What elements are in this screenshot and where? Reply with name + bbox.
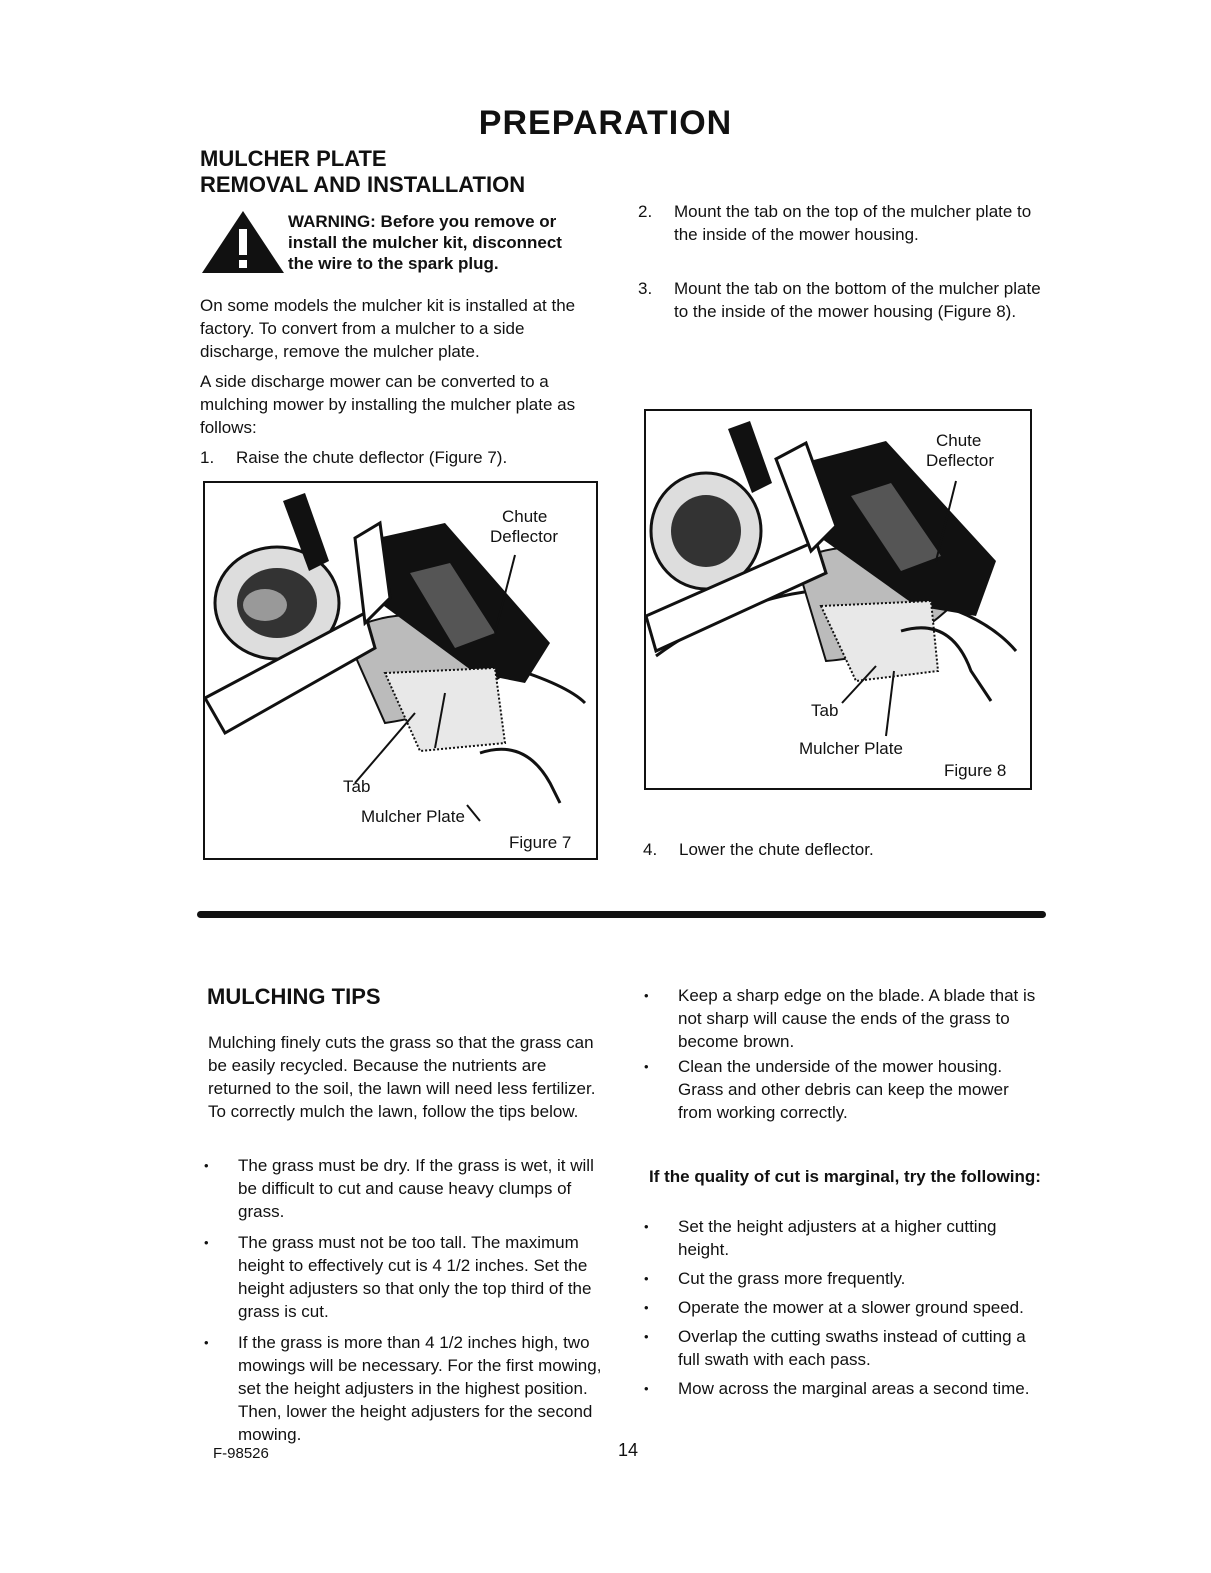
figure-7-chute-label [490, 507, 558, 547]
marginal-heading: If the quality of cut is marginal, try the following: [649, 1167, 1041, 1186]
tip-text: Overlap the cutting swaths instead of cutting a full swath with each pass. [678, 1327, 1026, 1369]
tip-text: Operate the mower at a slower ground speed. [678, 1298, 1024, 1317]
figure-7-mulcher-plate-label: Mulcher Plate [361, 807, 465, 826]
step-number: 4. [643, 840, 658, 859]
warning-triangle-icon [200, 209, 286, 275]
step-text: Raise the chute deflector (Figure 7). [236, 448, 508, 467]
step-item [638, 200, 1043, 246]
document-code: F-98526 [213, 1445, 269, 1462]
tips-heading: MULCHING TIPS [207, 984, 381, 1009]
step-item [200, 446, 598, 469]
tip-item [200, 1331, 606, 1446]
tip-text: Cut the grass more frequently. [678, 1269, 906, 1288]
bullet-icon: • [644, 1271, 649, 1286]
chute-label-line1: Chute [502, 507, 548, 526]
tip-text: The grass must not be too tall. The maximum height to effectively cut is 4 1/2 inches. Set the height adjusters so that only the top third of the grass is cut. [238, 1233, 592, 1321]
tip-item [640, 1325, 1045, 1371]
bullet-icon: • [644, 1059, 649, 1074]
tips-right-bullets [640, 984, 1045, 1130]
figure-7 [203, 481, 598, 860]
step-number: 3. [638, 279, 653, 298]
bullet-icon: • [204, 1235, 209, 1250]
figure-8-caption: Figure 8 [944, 761, 1007, 780]
mulcher-paragraph-1: On some models the mulcher kit is installed at the factory. To convert from a mulcher to a side discharge, remove the mulcher plate. [200, 296, 576, 361]
tip-item [640, 1215, 1045, 1261]
bullet-icon: • [644, 988, 649, 1003]
page-number: 14 [618, 1440, 639, 1460]
figure-8-mulcher-plate-label: Mulcher Plate [799, 739, 903, 758]
tip-item [640, 1055, 1045, 1124]
step-item [638, 277, 1043, 323]
mulcher-heading-line1: MULCHER PLATE [200, 146, 387, 171]
chute-label-line1: Chute [936, 431, 982, 450]
tip-item [640, 1377, 1045, 1400]
bullet-icon: • [644, 1219, 649, 1234]
tip-item [640, 1267, 1045, 1290]
chute-label-line2: Deflector [926, 451, 995, 470]
figure-7-caption: Figure 7 [509, 833, 572, 852]
figure-8 [644, 409, 1032, 790]
warning-block [200, 205, 600, 277]
tip-text: If the grass is more than 4 1/2 inches high, two mowings will be necessary. For the first mowing, set the height adjusters in the highest position. Then, lower the height adjusters for the second mowing. [238, 1333, 602, 1444]
chute-label-line2: Deflector [490, 527, 559, 546]
tip-text: The grass must be dry. If the grass is wet, it will be difficult to cut and cause heavy clumps of grass. [238, 1156, 594, 1221]
bullet-icon: • [644, 1381, 649, 1396]
step-number: 2. [638, 202, 653, 221]
section-divider [197, 911, 1046, 918]
tip-item [640, 1296, 1045, 1319]
tip-text: Mow across the marginal areas a second time. [678, 1379, 1030, 1398]
bullet-icon: • [644, 1300, 649, 1315]
tip-text: Set the height adjusters at a higher cutting height. [678, 1217, 997, 1259]
tip-item [640, 984, 1045, 1053]
step-text: Mount the tab on the top of the mulcher plate to the inside of the mower housing. [674, 202, 1032, 244]
mulcher-paragraph-2: A side discharge mower can be converted to a mulching mower by installing the mulcher plate as follows: [200, 372, 576, 437]
warning-text: WARNING: Before you remove or install the mulcher kit, disconnect the wire to the spark plug. [288, 212, 562, 273]
tip-item [200, 1231, 606, 1323]
step-list-right-bottom [643, 838, 1043, 892]
mulcher-section-heading [200, 146, 620, 198]
tip-item [200, 1154, 606, 1223]
page-title: PREPARATION [478, 104, 733, 142]
figure-7-tab-label: Tab [343, 777, 371, 796]
tip-text: Keep a sharp edge on the blade. A blade that is not sharp will cause the ends of the grass to become brown. [678, 986, 1036, 1051]
tips-left-bullets [200, 1154, 606, 1452]
bullet-icon: • [644, 1329, 649, 1344]
step-list-right [638, 200, 1043, 354]
bullet-icon: • [204, 1158, 209, 1173]
mulcher-heading-line2: REMOVAL AND INSTALLATION [200, 172, 526, 197]
step-item [643, 838, 1043, 861]
figure-8-chute-label [926, 431, 994, 471]
tip-text: Clean the underside of the mower housing. Grass and other debris can keep the mower from working correctly. [678, 1057, 1009, 1122]
step-number: 1. [200, 448, 215, 467]
step-text: Lower the chute deflector. [679, 840, 874, 859]
tips-intro: Mulching finely cuts the grass so that the grass can be easily recycled. Because the nutrients are returned to the soil, the lawn will need less fertilizer. To correctly mulch the lawn, follow the tips below. [208, 1033, 596, 1121]
step-text: Mount the tab on the bottom of the mulcher plate to the inside of the mower housing (Figure 8). [674, 279, 1041, 321]
figure-8-tab-label: Tab [811, 701, 839, 720]
marginal-bullets [640, 1215, 1045, 1406]
bullet-icon: • [204, 1335, 209, 1350]
